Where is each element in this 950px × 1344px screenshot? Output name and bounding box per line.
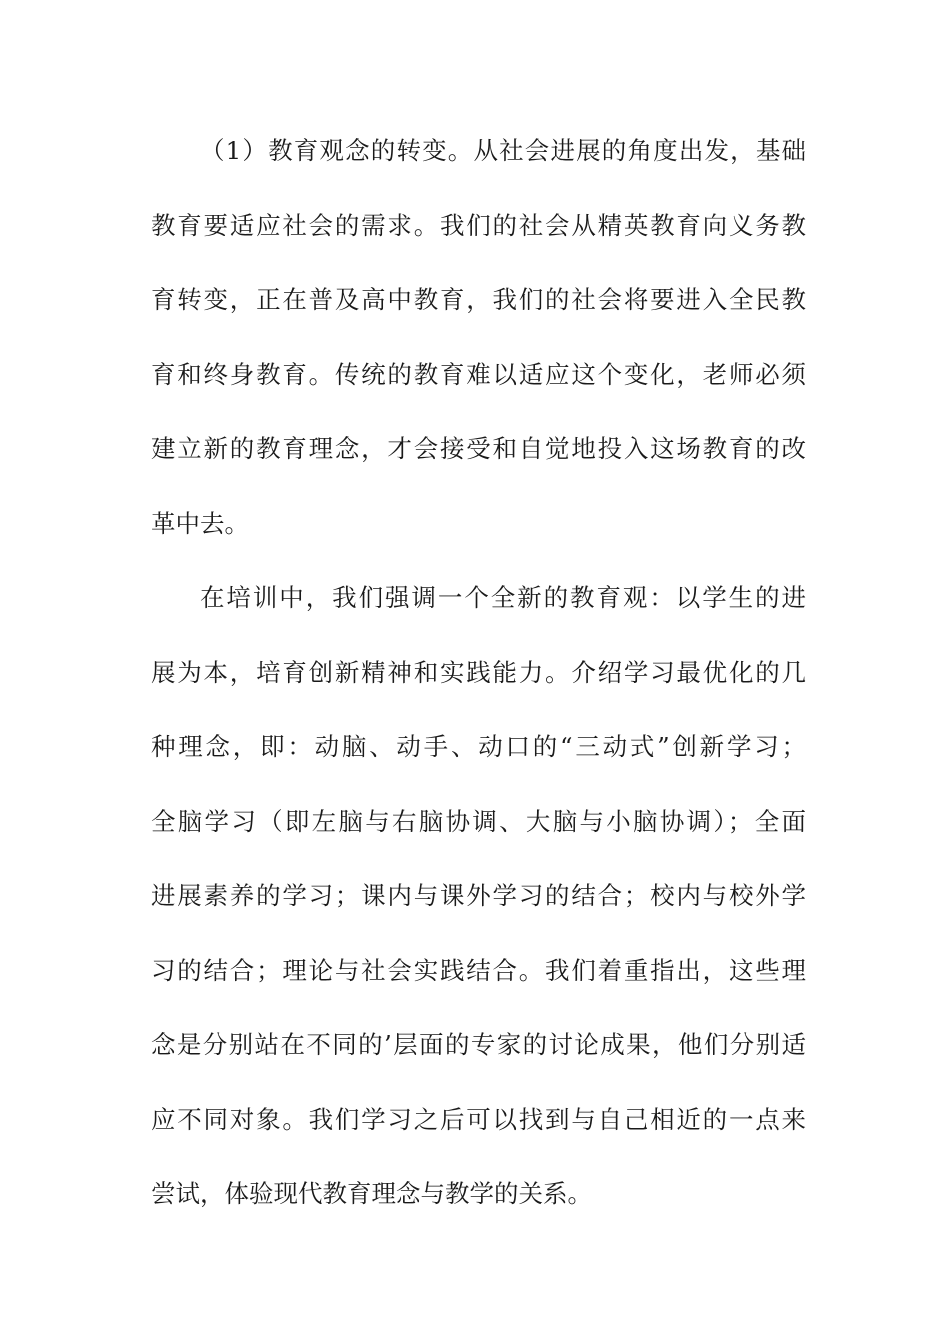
text-line: 尝试，体验现代教育理念与教学的关系。 — [151, 1179, 592, 1208]
paragraph-training — [151, 561, 806, 1232]
text-line: 应不同对象。我们学习之后可以找到与自己相近的一点来 — [151, 1104, 806, 1134]
text-line: 建立新的教育理念，才会接受和自觉地投入这场教育的改 — [151, 434, 806, 463]
text-line: 念是分别站在不同的’层面的专家的讨论成果，他们分别适 — [151, 1030, 806, 1059]
text-line: 种理念，即：动脑、动手、动口的“三动式”创新学习； — [151, 732, 806, 761]
text-line: 育转变，正在普及高中教育，我们的社会将要进入全民教 — [151, 285, 806, 314]
text-line: 习的结合；理论与社会实践结合。我们着重指出，这些理 — [151, 955, 806, 985]
paragraph-education-concept — [151, 114, 806, 561]
text-line: 进展素养的学习；课内与课外学习的结合；校内与校外学 — [151, 881, 806, 910]
text-line: 全脑学习（即左脑与右脑协调、大脑与小脑协调）；全面 — [151, 806, 806, 836]
document-body — [151, 114, 806, 1232]
text-line: 教育要适应社会的需求。我们的社会从精英教育向义务教 — [151, 210, 806, 240]
text-line: 展为本，培育创新精神和实践能力。介绍学习最优化的几 — [151, 657, 806, 687]
text-line: 育和终身教育。传统的教育难以适应这个变化，老师必须 — [151, 359, 806, 389]
text-line: 在培训中，我们强调一个全新的教育观：以学生的进 — [200, 583, 806, 612]
text-line: （1）教育观念的转变。从社会进展的角度出发，基础 — [200, 136, 806, 165]
text-line: 革中去。 — [151, 508, 249, 538]
